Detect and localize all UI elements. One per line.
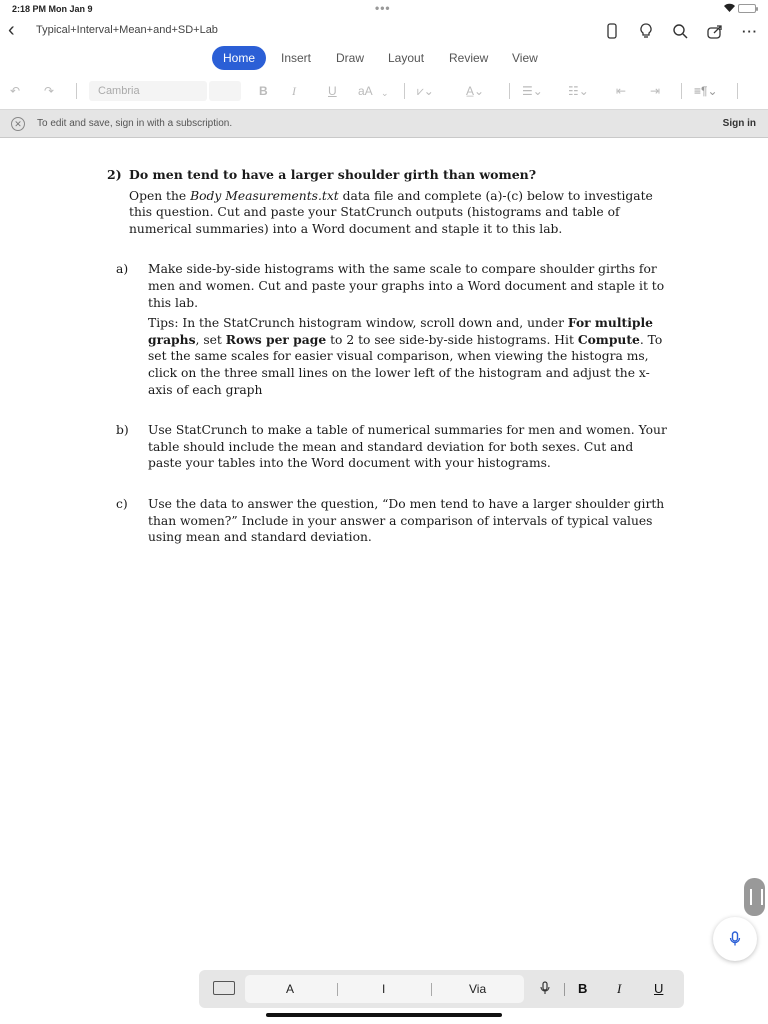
part-b-label: b) — [116, 423, 129, 438]
font-name-box[interactable]: Cambria — [89, 81, 207, 101]
part-a-label: a) — [116, 262, 129, 277]
highlight-icon[interactable]: ⩗⌄ — [417, 84, 434, 98]
paragraph-style-icon[interactable]: ≡¶⌄ — [694, 84, 718, 98]
phone-layout-icon[interactable] — [602, 21, 622, 41]
bold-button[interactable]: B — [259, 84, 268, 98]
data-file-name: Body Measurements.txt — [190, 188, 339, 203]
bullet-list-icon[interactable]: ☰⌄ — [522, 84, 543, 98]
font-color-icon[interactable]: A̲⌄ — [466, 84, 485, 98]
multitask-dots-icon[interactable]: ••• — [375, 1, 391, 15]
status-time: 2:18 PM Mon Jan 9 — [12, 4, 93, 14]
status-bar — [0, 0, 768, 18]
toolbar-divider — [404, 83, 405, 99]
tab-insert[interactable]: Insert — [281, 51, 312, 65]
question-heading — [107, 167, 667, 184]
part-c-label: c) — [116, 496, 128, 511]
question-intro: Open the Body Measurements.txt data file and complete (a)-(c) below to investigate this question. Cut and paste your StatCrunch outputs (histograms and table of numerical summaries) into a Word document and staple it to this lab. — [129, 188, 653, 236]
document-page[interactable] — [107, 165, 667, 546]
banner-message: To edit and save, sign in with a subscription. — [37, 118, 233, 129]
back-icon[interactable]: ‹ — [8, 19, 15, 41]
undo-icon[interactable]: ↶ — [10, 84, 21, 98]
tab-layout[interactable]: Layout — [388, 51, 425, 65]
part-c — [116, 496, 667, 546]
decrease-indent-icon[interactable]: ⇤ — [616, 84, 627, 98]
font-size-box[interactable] — [209, 81, 241, 101]
search-icon[interactable] — [670, 21, 690, 41]
suggestion-divider — [431, 983, 432, 996]
keyboard-shortcut-bar — [199, 970, 684, 1008]
part-b-text: Use StatCrunch to make a table of numerical summaries for men and women. Your table should include the mean and standard deviation for both sexes. Cut and paste your tables into the Word document with your histograms. — [148, 423, 667, 471]
part-c-text: Use the data to answer the question, “Do men tend to have a larger shoulder girth than women?” Include in your answer a comparison of intervals of typical values using mean and standard deviation. — [148, 496, 665, 545]
dictate-mic-icon[interactable] — [713, 917, 757, 961]
divider — [564, 983, 565, 996]
predictive-suggestions — [245, 975, 524, 1003]
ribbon-tabs — [0, 46, 768, 70]
scroll-handle[interactable] — [744, 878, 765, 916]
italic-key[interactable]: I — [617, 981, 622, 996]
document-title: Typical+Interval+Mean+and+SD+Lab — [36, 24, 218, 36]
part-a-text: Make side-by-side histograms with the same scale to compare shoulder girths for men and women. Cut and paste your graphs into a Word document and staple it to this lab. — [148, 262, 665, 310]
ribbon-toolbar — [0, 79, 768, 103]
suggestion-item[interactable]: I — [382, 982, 386, 996]
tab-draw[interactable]: Draw — [336, 51, 365, 65]
subscription-banner — [0, 109, 768, 138]
question-title: Do men tend to have a larger shoulder girth than women? — [129, 167, 537, 182]
dictation-mic-icon[interactable] — [540, 981, 550, 998]
tab-review[interactable]: Review — [449, 51, 489, 65]
suggestion-divider — [337, 983, 338, 996]
toolbar-divider — [681, 83, 682, 99]
tab-home[interactable]: Home — [212, 46, 266, 70]
close-icon[interactable]: ✕ — [11, 117, 25, 131]
redo-icon[interactable]: ↷ — [44, 84, 55, 98]
increase-indent-icon[interactable]: ⇥ — [650, 84, 661, 98]
toolbar-divider — [509, 83, 510, 99]
bold-key[interactable]: B — [578, 981, 588, 996]
keyboard-icon[interactable] — [213, 981, 235, 995]
underline-button[interactable]: U — [328, 84, 337, 98]
part-a-tips: Tips: In the StatCrunch histogram window, scroll down and, under For multiple graphs, set Rows per page to 2 to see side-by-side histograms. Hit Compute. To set the same scales for easier visual comparison, when viewing the histogra ms, click on the three small lines on the lower left of the histogram and adjust the x-axis of each graph — [148, 315, 663, 397]
font-size-change-button[interactable]: aA — [358, 84, 373, 98]
wifi-icon — [723, 2, 736, 15]
title-bar — [0, 18, 768, 44]
home-indicator[interactable] — [266, 1013, 502, 1017]
chevron-down-icon[interactable]: ⌄ — [381, 88, 389, 98]
toolbar-divider — [76, 83, 77, 99]
suggestion-item[interactable]: Via — [469, 982, 487, 996]
part-a — [116, 261, 667, 398]
suggestion-item[interactable]: A — [286, 982, 295, 996]
underline-key[interactable]: U — [654, 981, 664, 996]
sign-in-link[interactable]: Sign in — [722, 118, 756, 129]
tab-view[interactable]: View — [512, 51, 538, 65]
italic-button[interactable]: I — [292, 84, 296, 98]
battery-icon — [738, 4, 756, 13]
question-number: 2) — [107, 167, 122, 182]
more-icon[interactable]: ··· — [742, 23, 758, 39]
lightbulb-icon[interactable] — [636, 21, 656, 41]
toolbar-divider — [737, 83, 738, 99]
numbered-list-icon[interactable]: ☷⌄ — [568, 84, 589, 98]
part-b — [116, 422, 667, 472]
share-icon[interactable] — [705, 21, 725, 41]
